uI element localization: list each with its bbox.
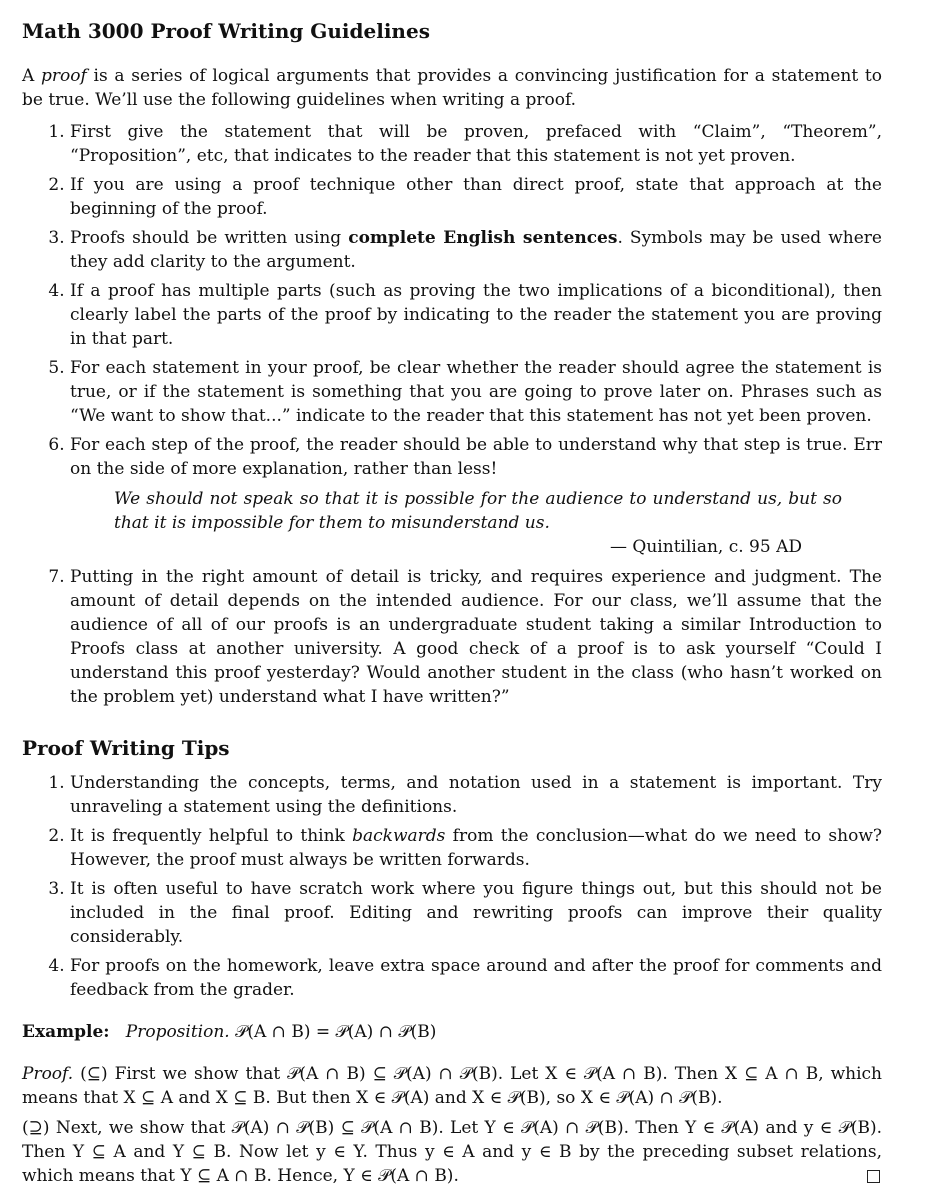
proof-text: (⊆) First we show that 𝒫(A ∩ B) ⊆ 𝒫(A) ∩ 𝒫(B). Let X ∈ 𝒫(A ∩ B). Then X ⊆ A ∩ B, which means that X ⊆ A and X ⊆ B. But then X ∈ 𝒫(A) and X ∈ 𝒫(B), so X ∈ 𝒫(A) ∩ 𝒫(B). [22, 1064, 882, 1108]
tip-item: 1. Understanding the concepts, terms, and notation used in a statement is important. Try unraveling a statement using the definitions. [70, 771, 882, 819]
intro-text-post: is a series of logical arguments that provides a convincing justification for a statement to be true. We’ll use the following guidelines when writing a proof. [22, 66, 882, 110]
tip-item: 4. For proofs on the homework, leave extra space around and after the proof for comments and feedback from the grader. [70, 954, 882, 1002]
tips-list [22, 771, 882, 1002]
guideline-text: For each step of the proof, the reader should be able to understand why that step is true. Err on the side of more explanation, rather than less! [70, 435, 882, 479]
quote-attribution: — Quintilian, c. 95 AD [610, 537, 802, 557]
example-line [22, 1020, 882, 1044]
guideline-item: 1. First give the statement that will be proven, prefaced with “Claim”, “Theorem”, “Proposition”, etc, that indicates to the reader that this statement is not yet proven. [70, 120, 882, 168]
proof-label: Proof. [22, 1064, 74, 1084]
qed-square-icon [867, 1170, 880, 1183]
proof-paragraph-1 [22, 1062, 882, 1110]
guideline-item: 7. Putting in the right amount of detail is tricky, and requires experience and judgment. The amount of detail depends on the intended audience. For our class, we’ll assume that the audience of all of our proofs is an undergraduate student taking a similar Introduction to Proofs class at another university. A good check of a proof is to ask yourself “Could I understand this proof yesterday? Would another student in the class (who hasn’t worked on the problem yet) understand what I have written?” [70, 565, 882, 709]
tip-item: 3. It is often useful to have scratch work where you figure things out, but this should not be included in the final proof. Editing and rewriting proofs can improve their quality considerably. [70, 877, 882, 949]
intro-text-pre: A [22, 66, 42, 86]
proof-paragraph-2 [22, 1116, 882, 1188]
proposition-statement: 𝒫(A ∩ B) = 𝒫(A) ∩ 𝒫(B) [235, 1022, 437, 1042]
proof-block [22, 1062, 882, 1188]
quote-text: We should not speak so that it is possible for the audience to understand us, but so that it is impossible for them to misunderstand us. [114, 489, 842, 533]
guideline-item [70, 433, 882, 559]
guideline-text: Proofs should be written using [70, 228, 349, 248]
guideline-item: 4. If a proof has multiple parts (such as proving the two implications of a biconditional), then clearly label the parts of the proof by indicating to the reader the statement you are proving in that part. [70, 279, 882, 351]
guideline-item [70, 226, 882, 274]
proposition-label: Proposition. [125, 1022, 230, 1042]
guideline-item: 5. For each statement in your proof, be clear whether the reader should agree the statement is true, or if the statement is something that you are going to prove later on. Phrases such as “We want to show that...” indicate to the reader that this statement has not yet been proven. [70, 356, 882, 428]
quote-block [114, 487, 842, 559]
guideline-bold-phrase: complete English sentences [348, 228, 618, 248]
page-title: Math 3000 Proof Writing Guidelines [22, 19, 430, 43]
proof-text: (⊇) Next, we show that 𝒫(A) ∩ 𝒫(B) ⊆ 𝒫(A ∩ B). Let Y ∈ 𝒫(A) ∩ 𝒫(B). Then Y ∈ 𝒫(A) and y ∈ 𝒫(B). Then Y ⊆ A and Y ⊆ B. Now let y ∈ Y. Thus y ∈ A and y ∈ B by the preceding subset relations, which means that Y ⊆ A ∩ B. Hence, Y ∈ 𝒫(A ∩ B). [22, 1118, 882, 1186]
guideline-text: . Symbols may be used where they add clarity to the argument. [70, 228, 882, 272]
tip-text: from the conclusion—what do we need to show? However, the proof must always be written forwards. [70, 826, 882, 870]
guideline-item: 2. If you are using a proof technique other than direct proof, state that approach at the beginning of the proof. [70, 173, 882, 221]
intro-emphasis: proof [41, 66, 87, 86]
guidelines-list [22, 120, 882, 709]
intro-paragraph [22, 64, 882, 112]
tip-item [70, 824, 882, 872]
example-label: Example: [22, 1022, 110, 1042]
tips-heading: Proof Writing Tips [22, 736, 230, 760]
tip-text: It is frequently helpful to think [70, 826, 353, 846]
tip-emphasis: backwards [352, 826, 446, 846]
